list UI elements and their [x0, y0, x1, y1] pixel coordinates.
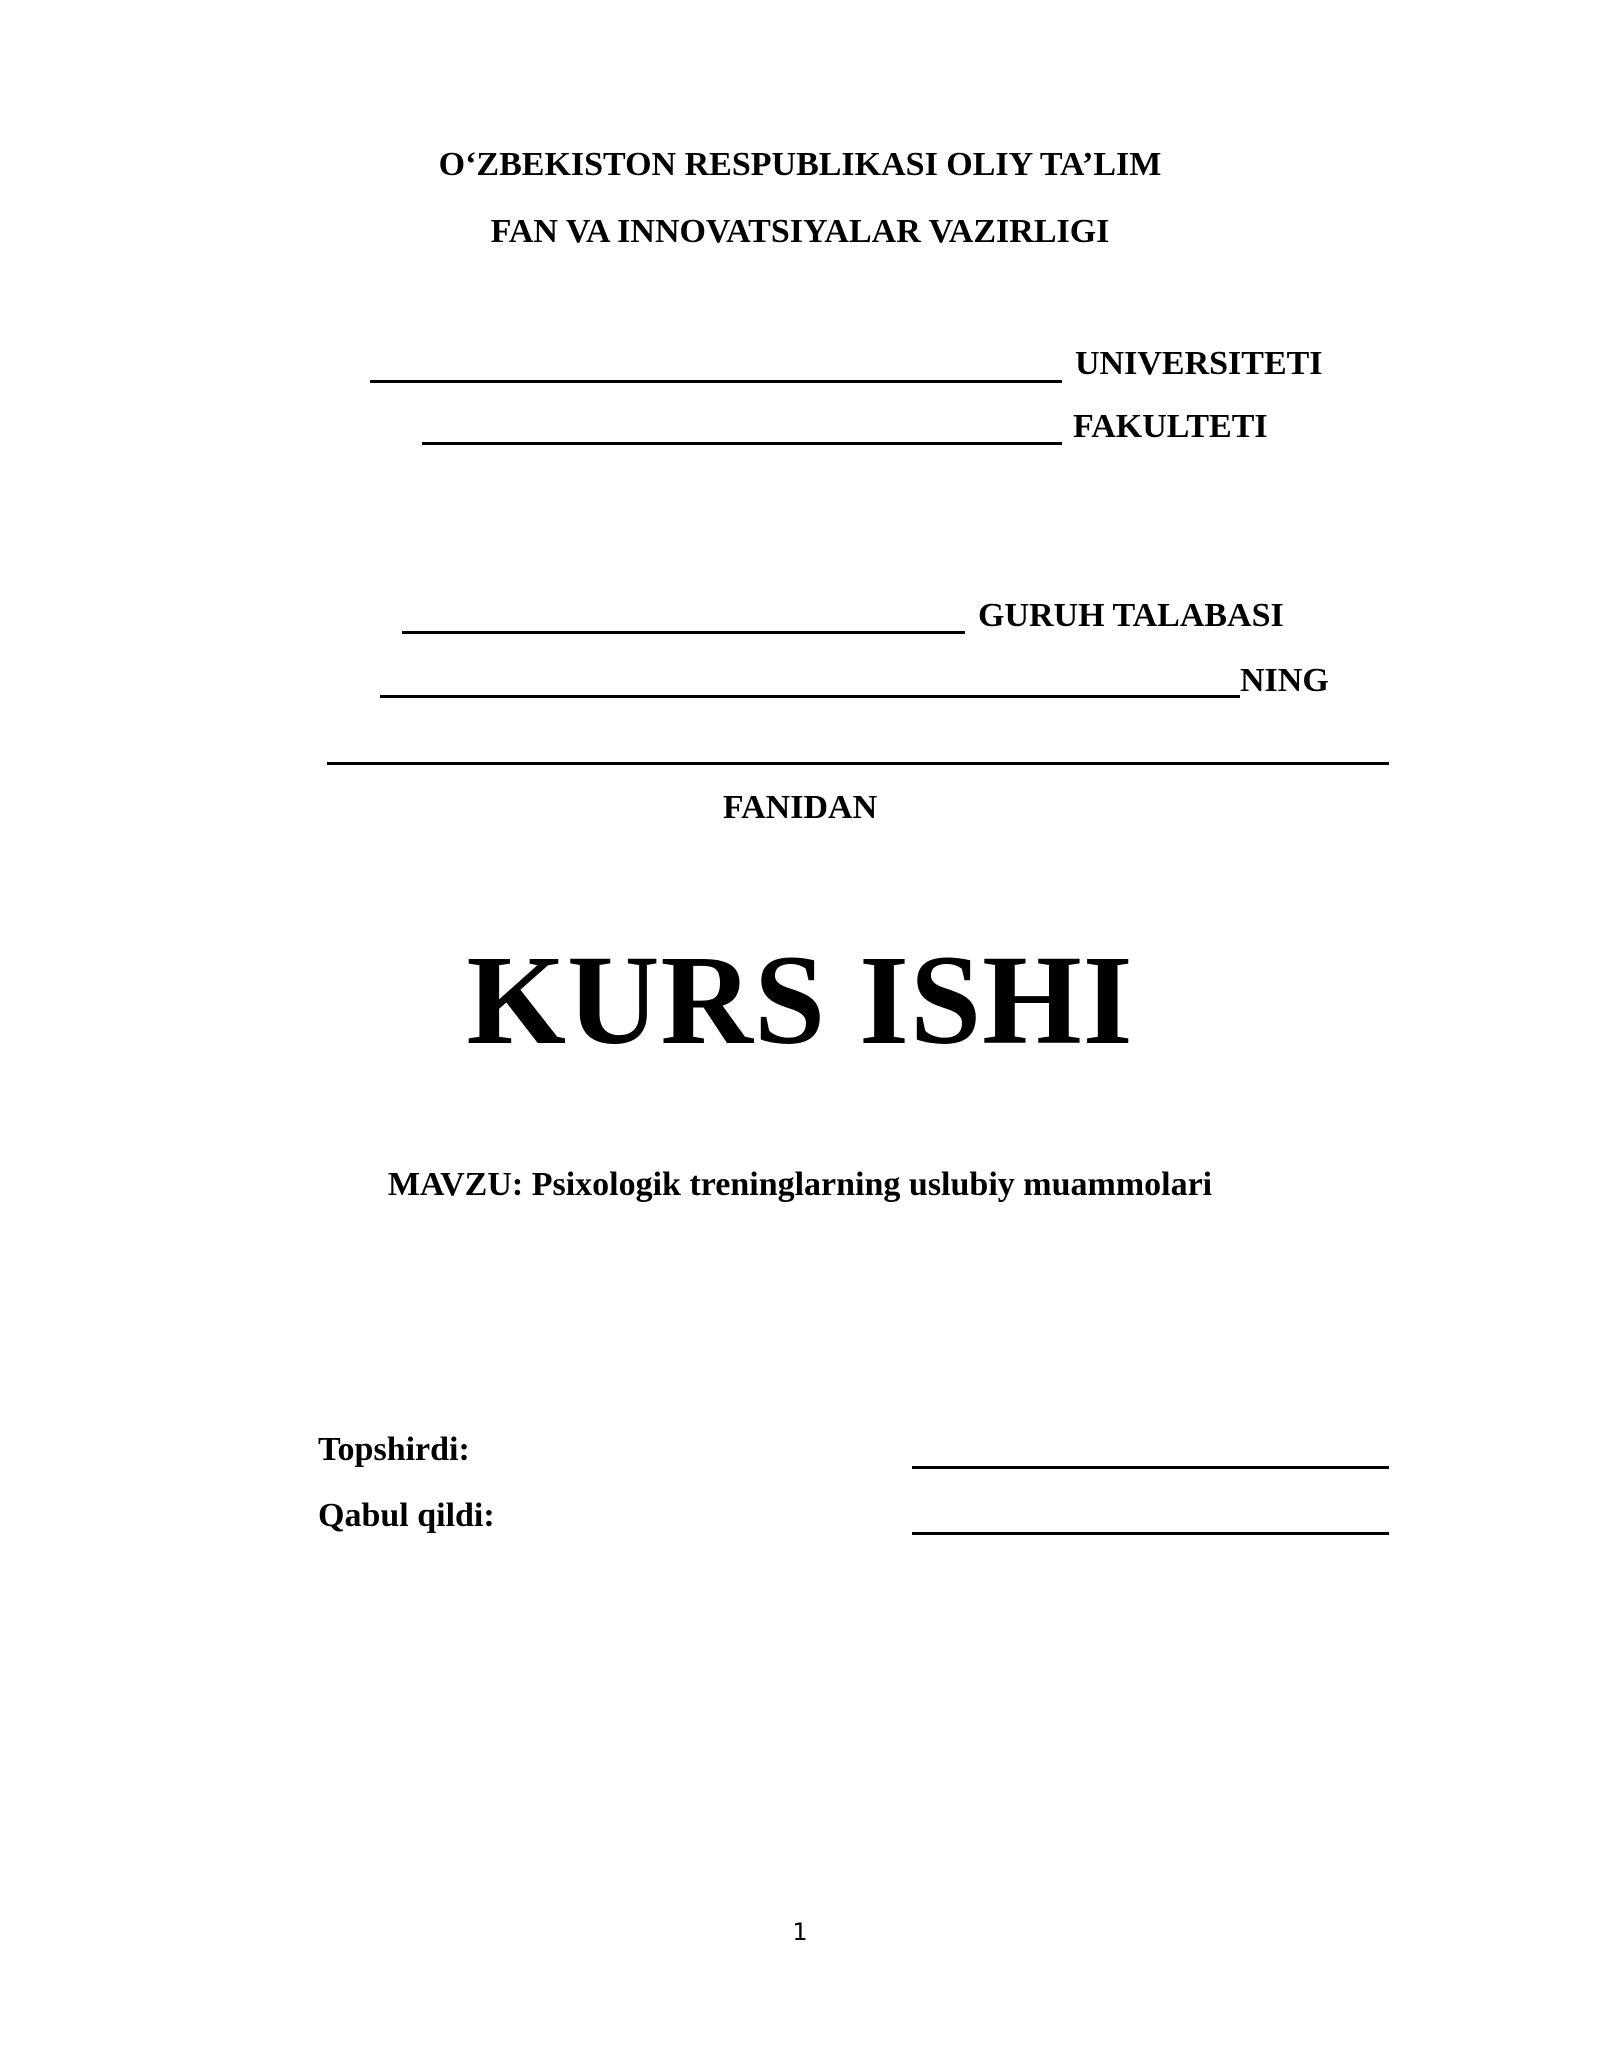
- accepted-blank-line: [912, 1532, 1389, 1535]
- submitted-label: Topshirdi:: [318, 1431, 470, 1468]
- group-student-label: GURUH TALABASI: [978, 597, 1284, 634]
- faculty-blank-line: [422, 442, 1062, 445]
- subject-blank-line: [327, 762, 1389, 765]
- work-title: KURS ISHI: [466, 929, 1134, 1071]
- subject-label: FANIDAN: [722, 789, 878, 826]
- accepted-label: Qabul qildi:: [318, 1497, 495, 1534]
- faculty-label: FAKULTETI: [1073, 408, 1268, 445]
- submitted-blank-line: [912, 1466, 1389, 1469]
- university-label: UNIVERSITETI: [1075, 345, 1323, 382]
- student-name-blank-line: [380, 695, 1240, 698]
- ministry-line-2: FAN VA INNOVATSIYALAR VAZIRLIGI: [490, 213, 1110, 250]
- student-name-suffix: NING: [1240, 662, 1329, 699]
- page-number: 1: [792, 1918, 808, 1946]
- group-blank-line: [402, 631, 965, 634]
- topic-line: MAVZU: Psixologik treninglarning uslubiy muammolari: [387, 1166, 1213, 1203]
- university-blank-line: [370, 380, 1062, 383]
- ministry-line-1: O‘ZBEKISTON RESPUBLIKASI OLIY TA’LIM: [438, 146, 1162, 183]
